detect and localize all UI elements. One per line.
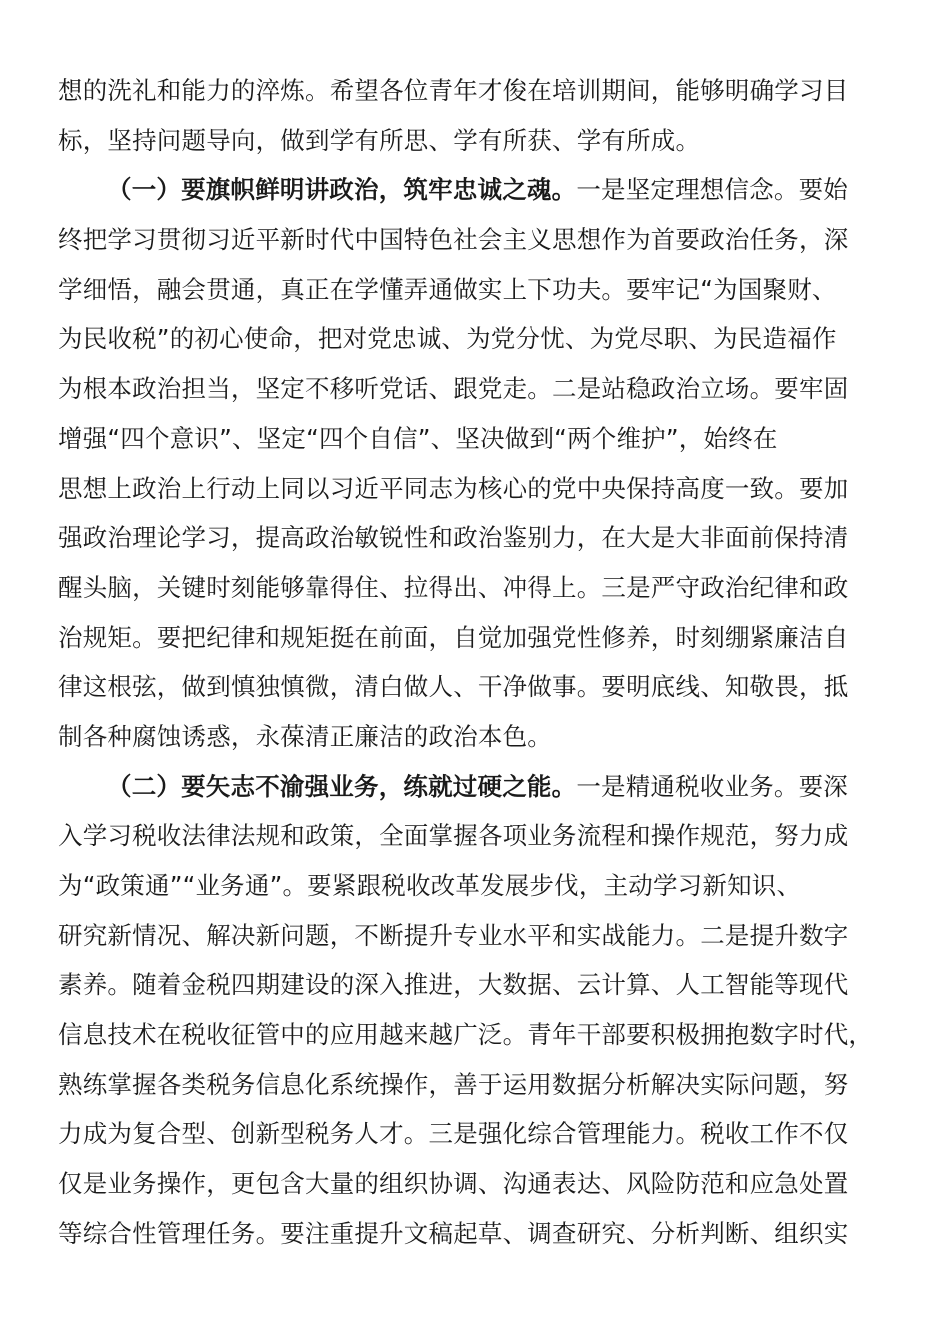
text-line: 增强“四个意识”、坚定“四个自信”、坚决做到“两个维护”，始终在 xyxy=(58,423,778,453)
text-line: 信息技术在税收征管中的应用越来越广泛。青年干部要积极拥抱数字时代， xyxy=(58,1020,874,1050)
text-line: 标，坚持问题导向，做到学有所思、学有所获、学有所成。 xyxy=(58,125,701,155)
paragraph-intro-end xyxy=(58,66,898,165)
text-line: 为根本政治担当，坚定不移听党话、跟党走。二是站稳政治立场。要牢固 xyxy=(58,374,849,404)
text-line: 醒头脑，关键时刻能够靠得住、拉得出、冲得上。三是严守政治纪律和政 xyxy=(58,572,849,602)
document-page xyxy=(58,66,898,1259)
text-line xyxy=(58,165,898,215)
text-line: 强政治理论学习，提高政治敏锐性和政治鉴别力，在大是大非面前保持清 xyxy=(58,523,849,553)
text-line: 入学习税收法律法规和政策，全面掌握各项业务流程和操作规范，努力成 xyxy=(58,821,849,851)
text-run: 一是精通税收业务。要深 xyxy=(576,771,849,801)
text-line: 想的洗礼和能力的淬炼。希望各位青年才俊在培训期间，能够明确学习目 xyxy=(58,76,849,105)
text-line: 为“政策通”“业务通”。要紧跟税收改革发展步伐，主动学习新知识、 xyxy=(58,871,802,900)
text-line: 等综合性管理任务。要注重提升文稿起草、调查研究、分析判断、组织实 xyxy=(58,1218,849,1248)
text-line: 素养。随着金税四期建设的深入推进，大数据、云计算、人工智能等现代 xyxy=(58,970,849,1000)
text-line: 治规矩。要把纪律和规矩挺在前面，自觉加强党性修养，时刻绷紧廉洁自 xyxy=(58,622,849,652)
text-line xyxy=(58,762,898,812)
text-line: 制各种腐蚀诱惑，永葆清正廉洁的政治本色。 xyxy=(58,721,552,751)
text-line: 仅是业务操作，更包含大量的组织协调、沟通表达、风险防范和应急处置 xyxy=(58,1169,849,1199)
text-line: 力成为复合型、创新型税务人才。三是强化综合管理能力。税收工作不仅 xyxy=(58,1119,849,1149)
text-line: 为民收税”的初心使命，把对党忠诚、为党分忧、为党尽职、为民造福作 xyxy=(58,324,837,354)
text-line: 律这根弦，做到慎独慎微，清白做人、干净做事。要明底线、知敬畏，抵 xyxy=(58,672,849,702)
text-line: 研究新情况、解决新问题，不断提升专业水平和实战能力。二是提升数字 xyxy=(58,920,849,950)
text-line: 终把学习贯彻习近平新时代中国特色社会主义思想作为首要政治任务，深 xyxy=(58,225,849,255)
section-heading: （一）要旗帜鲜明讲政治，筑牢忠诚之魂。 xyxy=(107,175,577,205)
section-heading: （二）要矢志不渝强业务，练就过硬之能。 xyxy=(107,771,577,801)
paragraph-section-2 xyxy=(58,762,898,1259)
text-line: 思想上政治上行动上同以习近平同志为核心的党中央保持高度一致。要加 xyxy=(58,473,849,503)
paragraph-section-1 xyxy=(58,165,898,761)
text-run: 一是坚定理想信念。要始 xyxy=(576,175,849,205)
text-line: 熟练掌握各类税务信息化系统操作，善于运用数据分析解决实际问题，努 xyxy=(58,1069,849,1099)
text-line: 学细悟，融会贯通，真正在学懂弄通做实上下功夫。要牢记“为国聚财、 xyxy=(58,274,837,304)
